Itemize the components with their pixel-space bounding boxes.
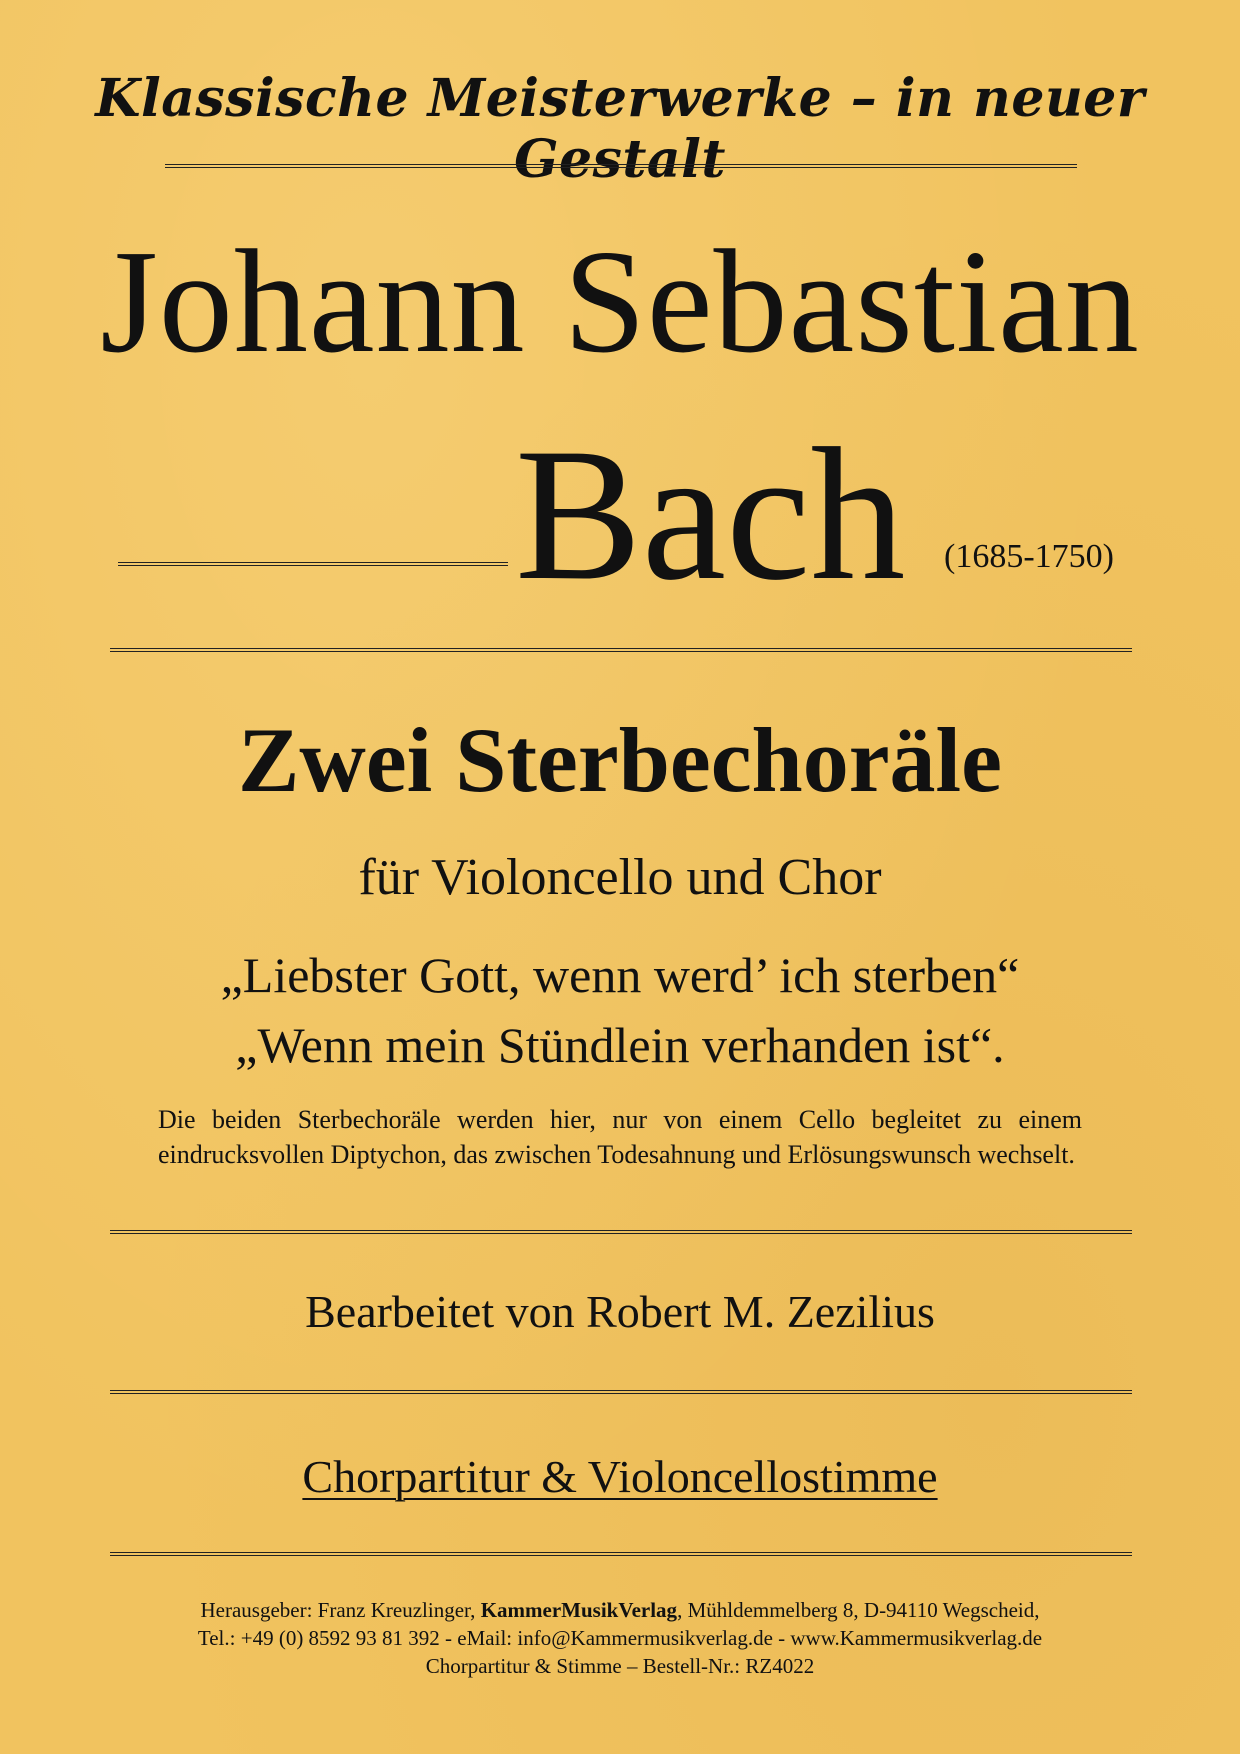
work-description: Die beiden Sterbechoräle werden hier, nur von einem Cello begleitet zu einem eindrucksvollen Diptychon, das zwischen Todesahnung und Erlösungswunsch wechselt. [158, 1105, 1082, 1169]
publisher-suffix: , Mühldemmelberg 8, D-94110 Wegscheid, [677, 1598, 1040, 1622]
composer-last-name: Bach [515, 410, 906, 620]
divider-before-footer [110, 1552, 1132, 1556]
footer-order-number: Chorpartitur & Stimme – Bestell-Nr.: RZ4022 [425, 1654, 815, 1678]
work-subtitle: für Violoncello und Chor [358, 849, 882, 906]
divider-top [165, 164, 1077, 168]
composer-first-names: Johann Sebastian [100, 220, 1140, 384]
work-title: Zwei Sterbechoräle [238, 709, 1002, 811]
chorale-title-2: „Wenn mein Stündlein verhanden ist“. [235, 1017, 1005, 1073]
publisher-prefix: Herausgeber: Franz Kreuzlinger, [200, 1598, 481, 1622]
publisher-name: KammerMusikVerlag [480, 1598, 678, 1622]
edition-type: Chorpartitur & Violoncellostimme [302, 1451, 938, 1502]
series-title: Klassische Meisterwerke – in neuer Gestalt [95, 68, 1145, 190]
composer-dates: (1685-1750) [944, 538, 1114, 575]
divider-after-composer [110, 648, 1132, 652]
footer-contact: Tel.: +49 (0) 8592 93 81 392 - eMail: info@Kammermusikverlag.de - www.Kammermusikverlag.de [197, 1626, 1043, 1650]
arranger-credit: Bearbeitet von Robert M. Zezilius [305, 1286, 935, 1337]
footer-publisher [0, 1598, 1240, 1623]
chorale-title-1: „Liebster Gott, wenn werd’ ich sterben“ [220, 947, 1020, 1003]
divider-after-description [110, 1230, 1132, 1234]
divider-composer-left [118, 562, 508, 566]
divider-after-arranger [110, 1390, 1132, 1394]
